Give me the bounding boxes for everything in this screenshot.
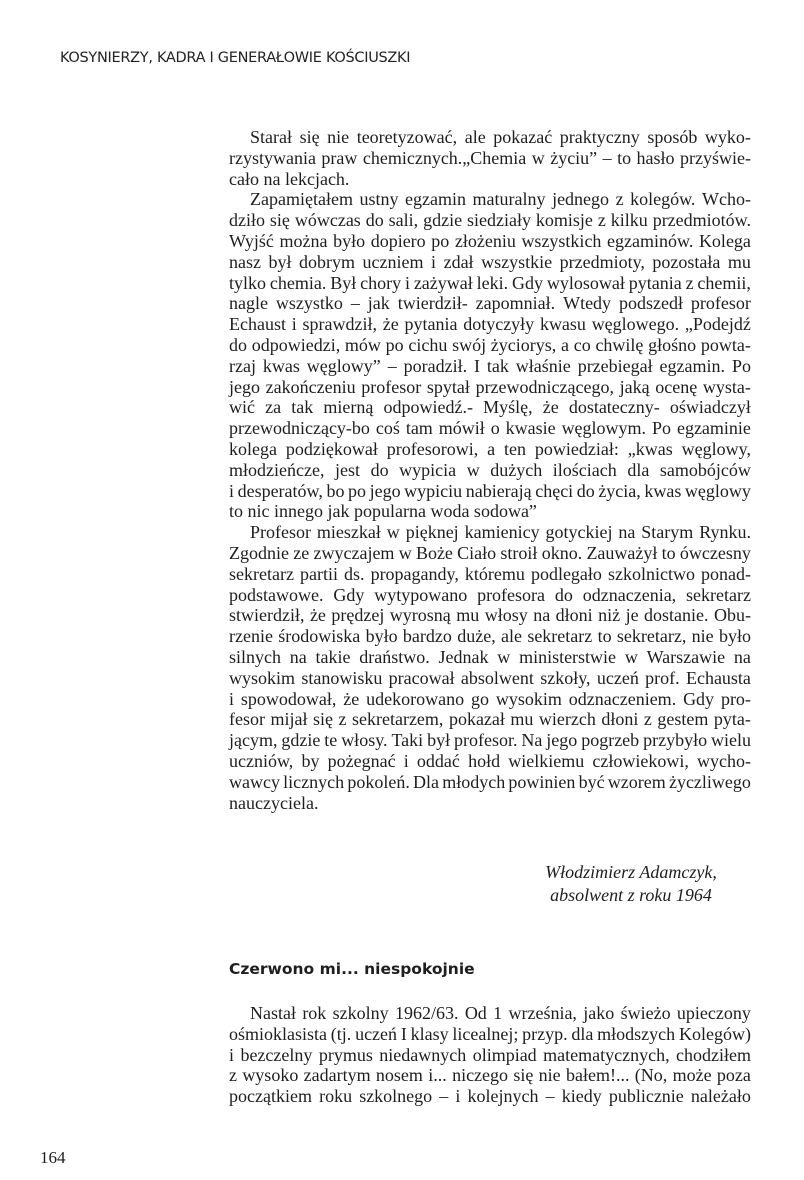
text-line: stwierdził, że prędzej wyrosną mu włosy na dłoni niż je dostanie. Obu- bbox=[229, 605, 751, 626]
text-line: Wyjść można było dopiero po złożeniu wszystkich egzaminów. Kolega bbox=[229, 230, 751, 251]
text-line: ośmioklasista (tj. uczeń I klasy licealnej; przyp. dla młodszych Kolegów) bbox=[229, 1023, 751, 1044]
article-body bbox=[229, 127, 751, 813]
running-header: KOSYNIERZY, KADRA I GENERAŁOWIE KOŚCIUSZKI bbox=[60, 50, 411, 66]
section-heading: Czerwono mi... niespokojnie bbox=[229, 960, 475, 978]
signature bbox=[540, 861, 722, 907]
text-line: uczniów, by pożegnać i oddać hołd wielkiemu człowiekowi, wycho- bbox=[229, 750, 751, 771]
text-line: rzenie środowiska było bardzo duże, ale sekretarz to sekretarz, nie było bbox=[229, 626, 751, 647]
text-line: do odpowiedzi, mów po cichu swój życiorys, a co chwilę głośno powta- bbox=[229, 334, 751, 355]
text-line: dziło się wówczas do sali, gdzie siedziały komisje z kilku przedmiotów. bbox=[229, 210, 751, 231]
text-line: tylko chemia. Był chory i zażywał leki. Gdy wylosował pytania z chemii, bbox=[229, 272, 751, 293]
text-line: Nastał rok szkolny 1962/63. Od 1 września, jako świeżo upieczony bbox=[250, 1003, 751, 1023]
text-line: wysokim stanowisku pracował absolwent szkoły, uczeń prof. Echausta bbox=[229, 667, 751, 688]
text-line: nauczyciela. bbox=[229, 792, 319, 813]
text-line: wawcy licznych pokoleń. Dla młodych powinien być wzorem życzliwego bbox=[229, 771, 751, 792]
text-line: rzaj kwas węglowy” – poradził. I tak właśnie przebiegał egzamin. Po bbox=[229, 355, 751, 376]
text-line: kolega podziękował profesorowi, a ten powiedział: „kwas węglowy, bbox=[229, 438, 751, 459]
text-line: Starał się nie teoretyzować, ale pokazać praktyczny sposób wyko- bbox=[250, 127, 751, 147]
signature-note: absolwent z roku 1964 bbox=[550, 885, 712, 905]
text-line: fesor mijał się z sekretarzem, pokazał mu wierzch dłoni z gestem pyta- bbox=[229, 709, 751, 730]
signature-name: Włodzimierz Adamczyk, bbox=[545, 862, 717, 882]
text-line: nagle wszystko – jak twierdził- zapomniał. Wtedy podszedł profesor bbox=[229, 293, 751, 314]
text-line: Echaust i sprawdził, że pytania dotyczyły kwasu węglowego. „Podejdź bbox=[229, 314, 751, 335]
text-line: rzystywania praw chemicznych.„Chemia w życiu” – to hasło przyświe- bbox=[229, 147, 751, 168]
text-line: z wysoko zadartym nosem i... niczego się nie bałem!... (No, może poza bbox=[229, 1065, 751, 1086]
text-line: cało na lekcjach. bbox=[229, 168, 350, 189]
text-line: i spowodował, że udekorowano go wysokim odznaczeniem. Gdy pro- bbox=[229, 688, 751, 709]
text-line: początkiem roku szkolnego – i kolejnych – kiedy publicznie należało bbox=[229, 1086, 751, 1107]
text-line: sekretarz partii ds. propagandy, któremu podlegało szkolnictwo ponad- bbox=[229, 563, 751, 584]
article-body-2 bbox=[229, 1003, 751, 1107]
text-line: silnych na takie draństwo. Jednak w ministerstwie w Warszawie na bbox=[229, 646, 751, 667]
text-line: to nic innego jak popularna woda sodowa” bbox=[229, 501, 537, 522]
text-line: przewodniczący-bo coś tam mówił o kwasie węglowym. Po egzaminie bbox=[229, 418, 751, 439]
text-line: Zgodnie ze zwyczajem w Boże Ciało stroił okno. Zauważył to ówczesny bbox=[229, 542, 751, 563]
text-line: i bezczelny prymus niedawnych olimpiad matematycznych, chodziłem bbox=[229, 1044, 751, 1065]
text-line: wić za tak mierną odpowiedź.- Myślę, że dostateczny- oświadczył bbox=[229, 397, 751, 418]
text-line: jącym, gdzie te włosy. Taki był profesor. Na jego pogrzeb przybyło wielu bbox=[229, 730, 751, 751]
text-line: Profesor mieszkał w pięknej kamienicy gotyckiej na Starym Rynku. bbox=[250, 522, 751, 543]
page-number: 164 bbox=[40, 1148, 66, 1167]
text-line: podstawowe. Gdy wytypowano profesora do odznaczenia, sekretarz bbox=[229, 584, 751, 605]
text-line: Zapamiętałem ustny egzamin maturalny jednego z kolegów. Wcho- bbox=[250, 189, 751, 210]
text-line: i desperatów, bo po jego wypiciu nabierają chęci do życia, kwas węglowy bbox=[229, 480, 751, 501]
text-line: nasz był dobrym uczniem i zdał wszystkie przedmioty, pozostała mu bbox=[229, 251, 751, 272]
text-line: młodzieńcze, jest do wypicia w dużych ilościach dla samobójców bbox=[229, 459, 751, 480]
text-line: jego zakończeniu profesor spytał przewodniczącego, jaką ocenę wysta- bbox=[229, 376, 751, 397]
